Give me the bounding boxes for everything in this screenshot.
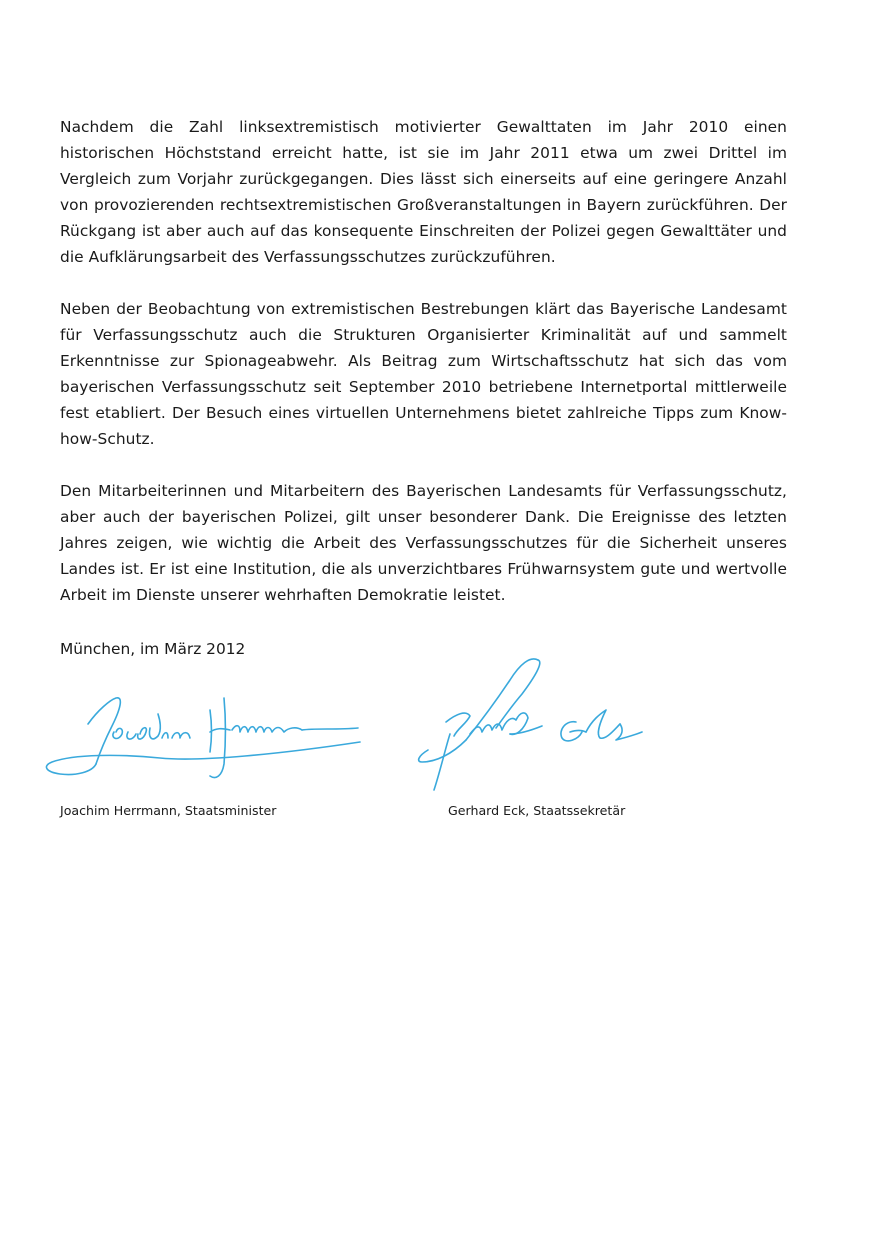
paragraph-2: Neben der Beobachtung von extremistischen Bestrebungen klärt das Bayerische Landesamt für Verfassungsschutz auch die Strukturen Organisierter Kriminalität auf und sammelt Erkenntnisse zur Spionageabwehr. Als Beitrag zum Wirtschaftsschutz hat sich das vom bayerischen Verfassungsschutz seit September 2010 betriebene Internetportal mittlerweile fest etabliert. Der Besuch eines virtuellen Unternehmens bietet zahlreiche Tipps zum Know-how-Schutz. (60, 300, 787, 448)
dateline: München, im März 2012 (60, 640, 246, 658)
letter-body (60, 114, 787, 634)
signature-eck-image (410, 650, 670, 800)
paragraph-1: Nachdem die Zahl linksextremistisch motivierter Gewalttaten im Jahr 2010 einen historischen Höchststand erreicht hatte, ist sie im Jahr 2011 etwa um zwei Drittel im Vergleich zum Vorjahr zurückgegangen. Dies lässt sich einerseits auf eine geringere Anzahl von provozierenden rechtsextremistischen Großveranstaltungen in Bayern zurückführen. Der Rückgang ist aber auch auf das konsequente Einschreiten der Polizei gegen Gewalttäter und die Aufklärungsarbeit des Verfassungsschutzes zurückzuführen. (60, 118, 787, 266)
signature-caption-herrmann: Joachim Herrmann, Staatsminister (60, 803, 277, 818)
signature-caption-eck: Gerhard Eck, Staatssekretär (448, 803, 626, 818)
paragraph-3: Den Mitarbeiterinnen und Mitarbeitern des Bayerischen Landesamts für Verfassungsschutz, aber auch der bayerischen Polizei, gilt unser besonderer Dank. Die Ereignisse des letzten Jahres zeigen, wie wichtig die Arbeit des Verfassungsschutzes für die Sicherheit unseres Landes ist. Er ist eine Institution, die als unverzichtbares Frühwarnsystem gute und wertvolle Arbeit im Dienste unserer wehrhaften Demokratie leistet. (60, 482, 787, 604)
signature-block-eck (410, 650, 670, 830)
signature-block-herrmann (40, 680, 380, 830)
signature-herrmann-image (40, 680, 380, 800)
